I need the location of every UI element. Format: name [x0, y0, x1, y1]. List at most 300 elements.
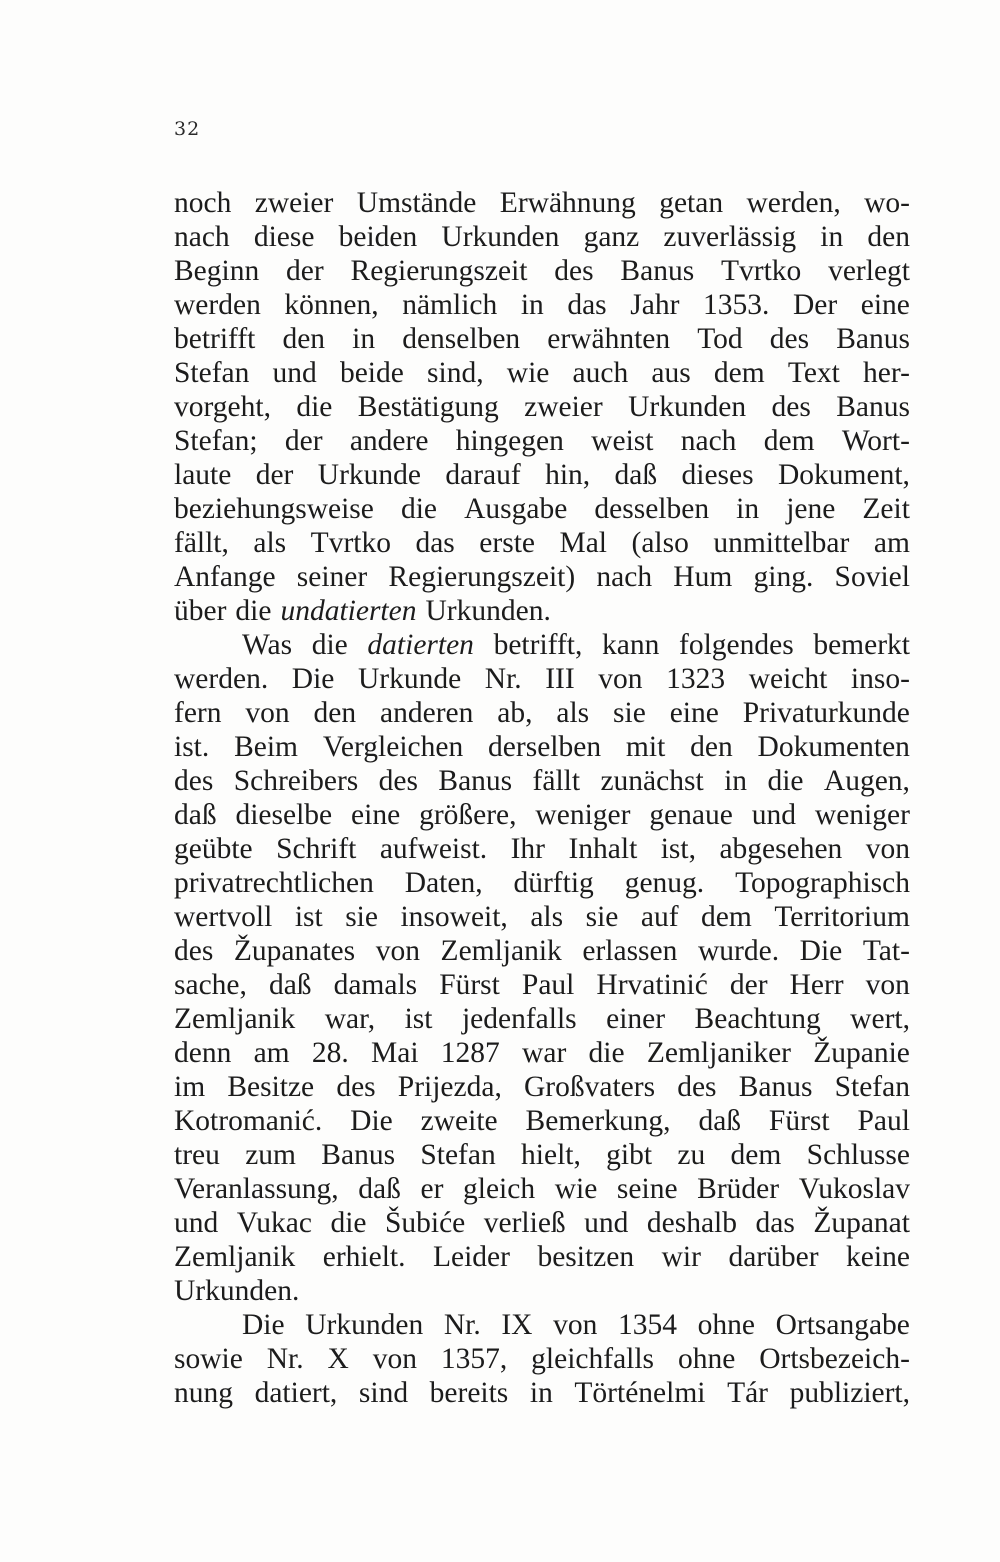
word: die [311, 629, 348, 661]
word: in [820, 221, 844, 253]
word: aus [651, 357, 691, 389]
word: daß [268, 969, 312, 1001]
word: von [245, 697, 290, 729]
word: Vergleichen [322, 731, 464, 763]
word: der [286, 255, 324, 287]
text-line [174, 900, 910, 934]
word: das [567, 289, 607, 321]
word: Tvrtko [310, 527, 391, 559]
word: Beachtung [694, 1003, 821, 1035]
word: wie [506, 357, 550, 389]
word: als [556, 697, 590, 729]
word: sind, [427, 357, 484, 389]
word: Zeit [862, 493, 910, 525]
word: erlassen [582, 935, 678, 967]
text-line [174, 356, 910, 390]
word: genaue [649, 799, 733, 831]
word: des [554, 255, 594, 287]
word: der [255, 459, 294, 491]
word: mit [625, 731, 666, 763]
word: den [690, 731, 733, 763]
word: im [174, 1071, 206, 1103]
word: Wort- [841, 425, 910, 457]
word: seiner [296, 561, 368, 593]
word: Fürst [439, 969, 500, 1001]
word: Stefan; [174, 425, 258, 457]
word: Besitze [227, 1071, 315, 1103]
word: andere [349, 425, 429, 457]
word: daß [174, 799, 217, 831]
word: fällt, [174, 527, 229, 559]
word: Banus [738, 1071, 813, 1103]
word: publiziert, [789, 1377, 910, 1409]
word: dem [730, 1139, 782, 1171]
word: Nr. [266, 1343, 304, 1375]
word: gleich [463, 1173, 536, 1205]
text-line [174, 934, 910, 968]
word: Županat [813, 1207, 910, 1239]
text-line [174, 526, 910, 560]
word: nung [174, 1377, 233, 1409]
word: Territorium [774, 901, 910, 933]
word: Regierungszeit [350, 255, 528, 287]
word: Tvrtko [720, 255, 802, 287]
word: bereits [429, 1377, 509, 1409]
word: 1357, [440, 1343, 508, 1375]
word: her- [863, 357, 910, 389]
word: gibt [606, 1139, 653, 1171]
text-line [174, 220, 910, 254]
word: damals [333, 969, 418, 1001]
word: Ortsbezeich- [759, 1343, 910, 1375]
word: darauf [445, 459, 521, 491]
word: Hum [673, 561, 733, 593]
word: das [415, 527, 455, 559]
word: und [174, 1207, 219, 1239]
word: Privaturkunde [742, 697, 910, 729]
text-line [174, 866, 910, 900]
word: sind [358, 1377, 409, 1409]
word: beiden [338, 221, 418, 253]
word: besitzen [537, 1241, 635, 1273]
word: von [553, 1309, 598, 1341]
word: dieselbe [235, 799, 333, 831]
word: eine [351, 799, 401, 831]
word: die [400, 493, 437, 525]
word: darüber [728, 1241, 819, 1273]
word: keine [846, 1241, 910, 1273]
word: des [174, 935, 214, 967]
word: geübte [174, 833, 253, 865]
word: 28. [311, 1037, 349, 1069]
word: die [296, 391, 333, 423]
word: werden [174, 289, 261, 321]
word: erwähnten [547, 323, 671, 355]
word: hingegen [455, 425, 564, 457]
word: dürftig [513, 867, 594, 899]
word: insoweit, [400, 901, 508, 933]
word: Paul [521, 969, 575, 1001]
word: von [598, 663, 643, 695]
word: Banus [836, 323, 910, 355]
word: sowie [174, 1343, 243, 1375]
word: zum [245, 1139, 296, 1171]
word: erhielt. [322, 1241, 406, 1273]
word: Stefan [834, 1071, 910, 1103]
word: folgendes [679, 629, 794, 661]
word: werden. [174, 663, 269, 695]
word: er [420, 1173, 444, 1205]
word: daß [614, 459, 658, 491]
word: Was [242, 629, 293, 661]
word: Urkunden. [425, 595, 551, 627]
word: betrifft, [493, 629, 583, 661]
word: getan [659, 187, 724, 219]
word: Topographisch [735, 867, 910, 899]
word: Urkunde [317, 459, 421, 491]
word: privatrechtlichen [174, 867, 374, 899]
word: daß [698, 1105, 742, 1137]
word: betrifft [174, 323, 256, 355]
word: Bestätigung [357, 391, 499, 423]
word: dem [763, 425, 815, 457]
text-line [174, 288, 910, 322]
word: Ausgabe [464, 493, 568, 525]
word: Šubiće [384, 1207, 466, 1239]
word: Brüder [697, 1173, 780, 1205]
word: Erwähnung [499, 187, 636, 219]
word: hielt, [521, 1139, 581, 1171]
word: Mal [559, 527, 608, 559]
word: Paul [857, 1105, 910, 1137]
word: wertvoll [174, 901, 273, 933]
word: ganz [583, 221, 640, 253]
word: Herr [789, 969, 844, 1001]
word: Županie [813, 1037, 910, 1069]
text-line [174, 424, 910, 458]
word: als [530, 901, 564, 933]
word: vorgeht, [174, 391, 271, 423]
word: Stefan [420, 1139, 496, 1171]
word: Die [242, 1309, 285, 1341]
word: Prijezda, [397, 1071, 502, 1103]
word: den [867, 221, 910, 253]
text-line [174, 1104, 910, 1138]
word: in [520, 289, 544, 321]
word: sie [613, 697, 646, 729]
word: Text [787, 357, 840, 389]
word: Zemljaniker [646, 1037, 791, 1069]
word: des [769, 323, 810, 355]
word: ging. [753, 561, 814, 593]
text-line [174, 832, 910, 866]
word: laute [174, 459, 232, 491]
word: gleichfalls [531, 1343, 655, 1375]
word: erste [479, 527, 535, 559]
word: nach [174, 221, 230, 253]
word: derselben [488, 731, 602, 763]
text-line [174, 1138, 910, 1172]
word: wert, [850, 1003, 910, 1035]
word: daß [358, 1173, 401, 1205]
word: war [522, 1037, 567, 1069]
word: ohne [677, 1343, 736, 1375]
word: auf [640, 901, 679, 933]
text-line [174, 1274, 910, 1308]
word: des [677, 1071, 717, 1103]
word: der [729, 969, 768, 1001]
text-line [174, 186, 910, 220]
word: nach [596, 561, 653, 593]
word: weicht [748, 663, 828, 695]
word: Dokumenten [757, 731, 910, 763]
text-line [174, 628, 910, 662]
word: des [174, 765, 214, 797]
word: sie [585, 901, 619, 933]
word: ist [294, 901, 323, 933]
word: eine [669, 697, 719, 729]
word: fällt [532, 765, 581, 797]
word: Jahr [630, 289, 680, 321]
word: Vukoslav [798, 1173, 910, 1205]
word: Regierungszeit) [388, 561, 576, 593]
word: Zemljanik [174, 1241, 296, 1273]
text-line [174, 662, 910, 696]
word: dieses [681, 459, 754, 491]
word: Tat- [862, 935, 910, 967]
word: zweier [524, 391, 603, 423]
word: Schrift [276, 833, 357, 865]
word: Schlusse [806, 1139, 910, 1171]
word: denn [174, 1037, 232, 1069]
text-line [174, 798, 910, 832]
word: des [336, 1071, 376, 1103]
word: Urkunden [305, 1309, 424, 1341]
word: nach [680, 425, 737, 457]
word: abgesehen [719, 833, 843, 865]
word: Augen, [823, 765, 910, 797]
italic-word: undatierten [280, 595, 417, 627]
text-line [174, 1376, 910, 1410]
word: zweier [254, 187, 334, 219]
word: 1354 [617, 1309, 677, 1341]
text-line [174, 322, 910, 356]
word: (also [631, 527, 689, 559]
word: Der [792, 289, 838, 321]
word: wir [661, 1241, 701, 1273]
word: werden, [746, 187, 841, 219]
word: treu [174, 1139, 220, 1171]
word: ist, [660, 833, 696, 865]
word: Mai [371, 1037, 419, 1069]
word: und [584, 1207, 629, 1239]
text-line [174, 458, 910, 492]
word: ab, [497, 697, 533, 729]
word: Soviel [834, 561, 910, 593]
word: einer [606, 1003, 666, 1035]
word: jedenfalls [461, 1003, 577, 1035]
word: als [253, 527, 287, 559]
word: 1287 [440, 1037, 500, 1069]
text-line [174, 1036, 910, 1070]
word: X [327, 1343, 349, 1375]
word: wurde. [697, 935, 780, 967]
word: III [545, 663, 575, 695]
word: kann [602, 629, 660, 661]
word: 1323 [666, 663, 726, 695]
italic-word: datierten [367, 629, 474, 661]
word: und [272, 357, 317, 389]
word: diese [253, 221, 315, 253]
text-line [174, 1206, 910, 1240]
word: Hrvatinić [596, 969, 708, 1001]
word: und [751, 799, 796, 831]
word: die [235, 595, 272, 627]
word: sie [345, 901, 378, 933]
word: Urkunden [628, 391, 747, 423]
word: unmittelbar [713, 527, 850, 559]
word: wo- [864, 187, 910, 219]
word: Beginn [174, 255, 260, 287]
word: Banus [836, 391, 910, 423]
word: noch [174, 187, 232, 219]
word: fern [174, 697, 222, 729]
word: Großvaters [523, 1071, 656, 1103]
word: Zemljanik [174, 1003, 296, 1035]
word: Anfange [174, 561, 276, 593]
word: auch [572, 357, 629, 389]
word: ist. [174, 731, 210, 763]
word: des [378, 765, 418, 797]
word: Fürst [768, 1105, 830, 1137]
word: Kotromanić. [174, 1105, 323, 1137]
word: Beim [234, 731, 299, 763]
word: verließ [483, 1207, 566, 1239]
word: Dokument, [777, 459, 910, 491]
word: Die [799, 935, 843, 967]
word: 1353. [702, 289, 770, 321]
word: ohne [697, 1309, 755, 1341]
word: nämlich [402, 289, 498, 321]
word: Banus [321, 1139, 396, 1171]
word: Banus [438, 765, 513, 797]
word: Urkunden [441, 221, 560, 253]
word: am [253, 1037, 290, 1069]
word: weist [591, 425, 654, 457]
text-line [174, 1240, 910, 1274]
body-text [174, 186, 910, 1410]
word: weniger [814, 799, 910, 831]
word: wie [554, 1173, 598, 1205]
word: deshalb [646, 1207, 738, 1239]
word: beide [339, 357, 404, 389]
word: Banus [620, 255, 695, 287]
text-line [174, 1002, 910, 1036]
word: IX [501, 1309, 533, 1341]
word: zweite [420, 1105, 498, 1137]
page-number: 32 [174, 118, 201, 140]
text-line [174, 390, 910, 424]
text-line [174, 594, 910, 628]
word: Urkunde [357, 663, 462, 695]
text-line [174, 1308, 910, 1342]
word: hin, [545, 459, 591, 491]
word: Nr. [443, 1309, 481, 1341]
word: Županates [233, 935, 356, 967]
word: dem [701, 901, 752, 933]
word: genug. [624, 867, 705, 899]
text-line [174, 1070, 910, 1104]
word: inso- [850, 663, 910, 695]
word: der [284, 425, 323, 457]
word: Inhalt [568, 833, 638, 865]
word: Bemerkung, [525, 1105, 671, 1137]
word: über [174, 595, 227, 627]
word: sache, [174, 969, 247, 1001]
word: größere, [419, 799, 517, 831]
word: jene [786, 493, 836, 525]
text-line [174, 1172, 910, 1206]
word: ist [404, 1003, 433, 1035]
word: des [771, 391, 811, 423]
word: zunächst [600, 765, 704, 797]
word: desselben [594, 493, 710, 525]
word: Veranlassung, [174, 1173, 339, 1205]
word: zuverlässig [663, 221, 797, 253]
word: den [313, 697, 357, 729]
word: Stefan [174, 357, 250, 389]
word: anderen [380, 697, 474, 729]
word: Die [291, 663, 335, 695]
word: Ihr [510, 833, 546, 865]
word: Leider [432, 1241, 510, 1273]
word: Tár [727, 1377, 768, 1409]
word: von [375, 935, 420, 967]
word: Történelmi [574, 1377, 706, 1409]
word: aufweist. [379, 833, 488, 865]
text-line [174, 254, 910, 288]
word: in [724, 765, 748, 797]
word: Schreibers [233, 765, 359, 797]
word: zu [677, 1139, 706, 1171]
word: die [330, 1207, 367, 1239]
word: Nr. [484, 663, 522, 695]
word: eine [860, 289, 910, 321]
word: von [372, 1343, 417, 1375]
word: beziehungsweise [174, 493, 374, 525]
word: Daten, [404, 867, 483, 899]
text-line [174, 492, 910, 526]
word: die [767, 765, 804, 797]
word: Vukac [236, 1207, 312, 1239]
text-line [174, 1342, 910, 1376]
word: Ortsangabe [775, 1309, 910, 1341]
word: verlegt [828, 255, 910, 287]
word: können, [284, 289, 379, 321]
text-line [174, 968, 910, 1002]
word: von [865, 969, 910, 1001]
word: in [352, 323, 376, 355]
text-line [174, 560, 910, 594]
word: von [865, 833, 910, 865]
word: das [755, 1207, 795, 1239]
word: bemerkt [813, 629, 910, 661]
word: den [282, 323, 326, 355]
word: Die [350, 1105, 393, 1137]
text-line [174, 730, 910, 764]
word: dem [713, 357, 765, 389]
word: Urkunden. [174, 1275, 300, 1307]
